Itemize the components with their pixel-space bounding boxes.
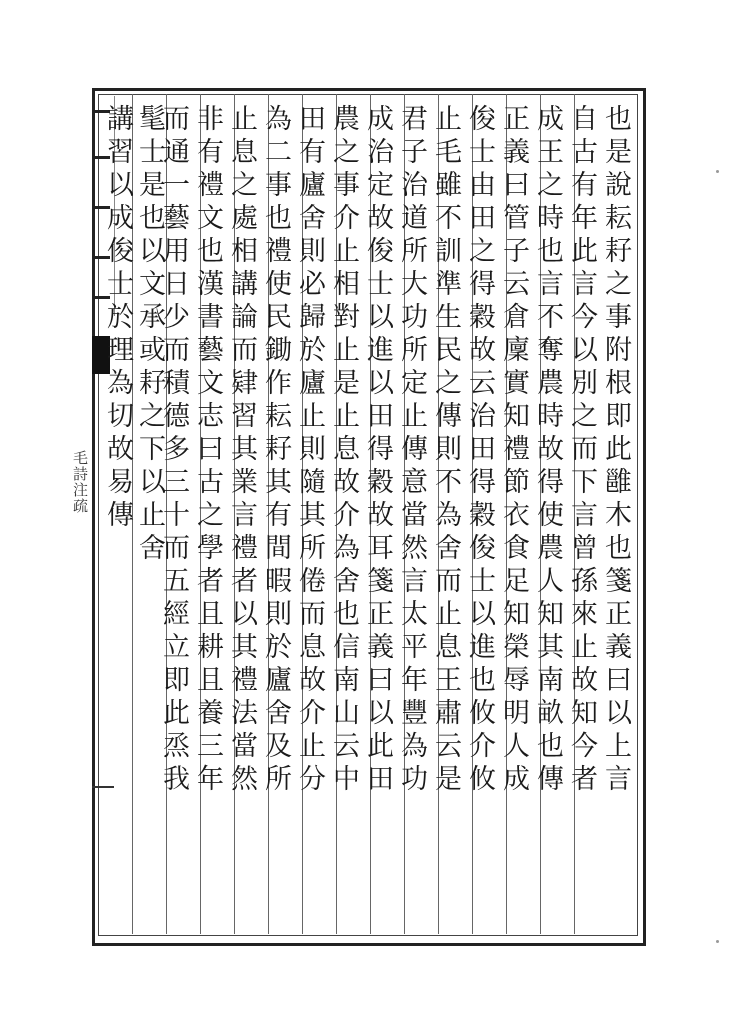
text-column-8: 成治定故俊士以進以田得穀故耳箋正義曰以此田	[362, 104, 393, 797]
scan-speck	[716, 940, 719, 943]
text-column-10: 田有廬舍則必歸於廬止則隨其所倦而息故介止分	[294, 104, 325, 797]
text-column-16: 講習以成俊士於理為切故易傳	[102, 104, 133, 533]
text-column-3: 成王之時也言不奪農時故得使農人知其南畝也傳	[532, 104, 563, 797]
text-column-13: 非有禮文也漢書藝文志曰古之學者且耕且養三年	[192, 104, 223, 797]
text-column-12: 止息之處相講論而肄習其業言禮者以其禮法當然	[226, 104, 257, 797]
text-column-6: 止毛雖不訓準生民之傳則不為舍而止息王肅云是	[430, 104, 461, 797]
text-column-5: 俊士由田之得穀故云治田得穀俊士以進也攸介攸	[464, 104, 495, 797]
running-title: 毛詩注疏	[71, 450, 89, 514]
text-column-7: 君子治道所大功所定止傳意當然言太平年豐為功	[396, 104, 427, 797]
scan-speck	[716, 170, 719, 173]
text-column-4: 正義曰管子云倉廩實知禮節衣食足知榮辱明人成	[498, 104, 529, 797]
text-column-14: 而通一藝用日少而積德多三十而五經立即此烝我	[158, 104, 189, 797]
text-column-11: 為二事也禮使民鋤作耘耔其有間暇則於廬舍及所	[260, 104, 291, 797]
text-column-15: 髦士是也以文承或耔之下以止舍	[134, 104, 165, 566]
text-column-9: 農之事介止相對止是止息故介為舍也信南山云中	[328, 104, 359, 797]
text-column-1: 也是說耘耔之事附根即此雝木也箋正義曰以上言	[600, 104, 631, 797]
text-column-2: 自古有年此言今以別之而下言曾孫來止故知今者	[566, 104, 597, 797]
